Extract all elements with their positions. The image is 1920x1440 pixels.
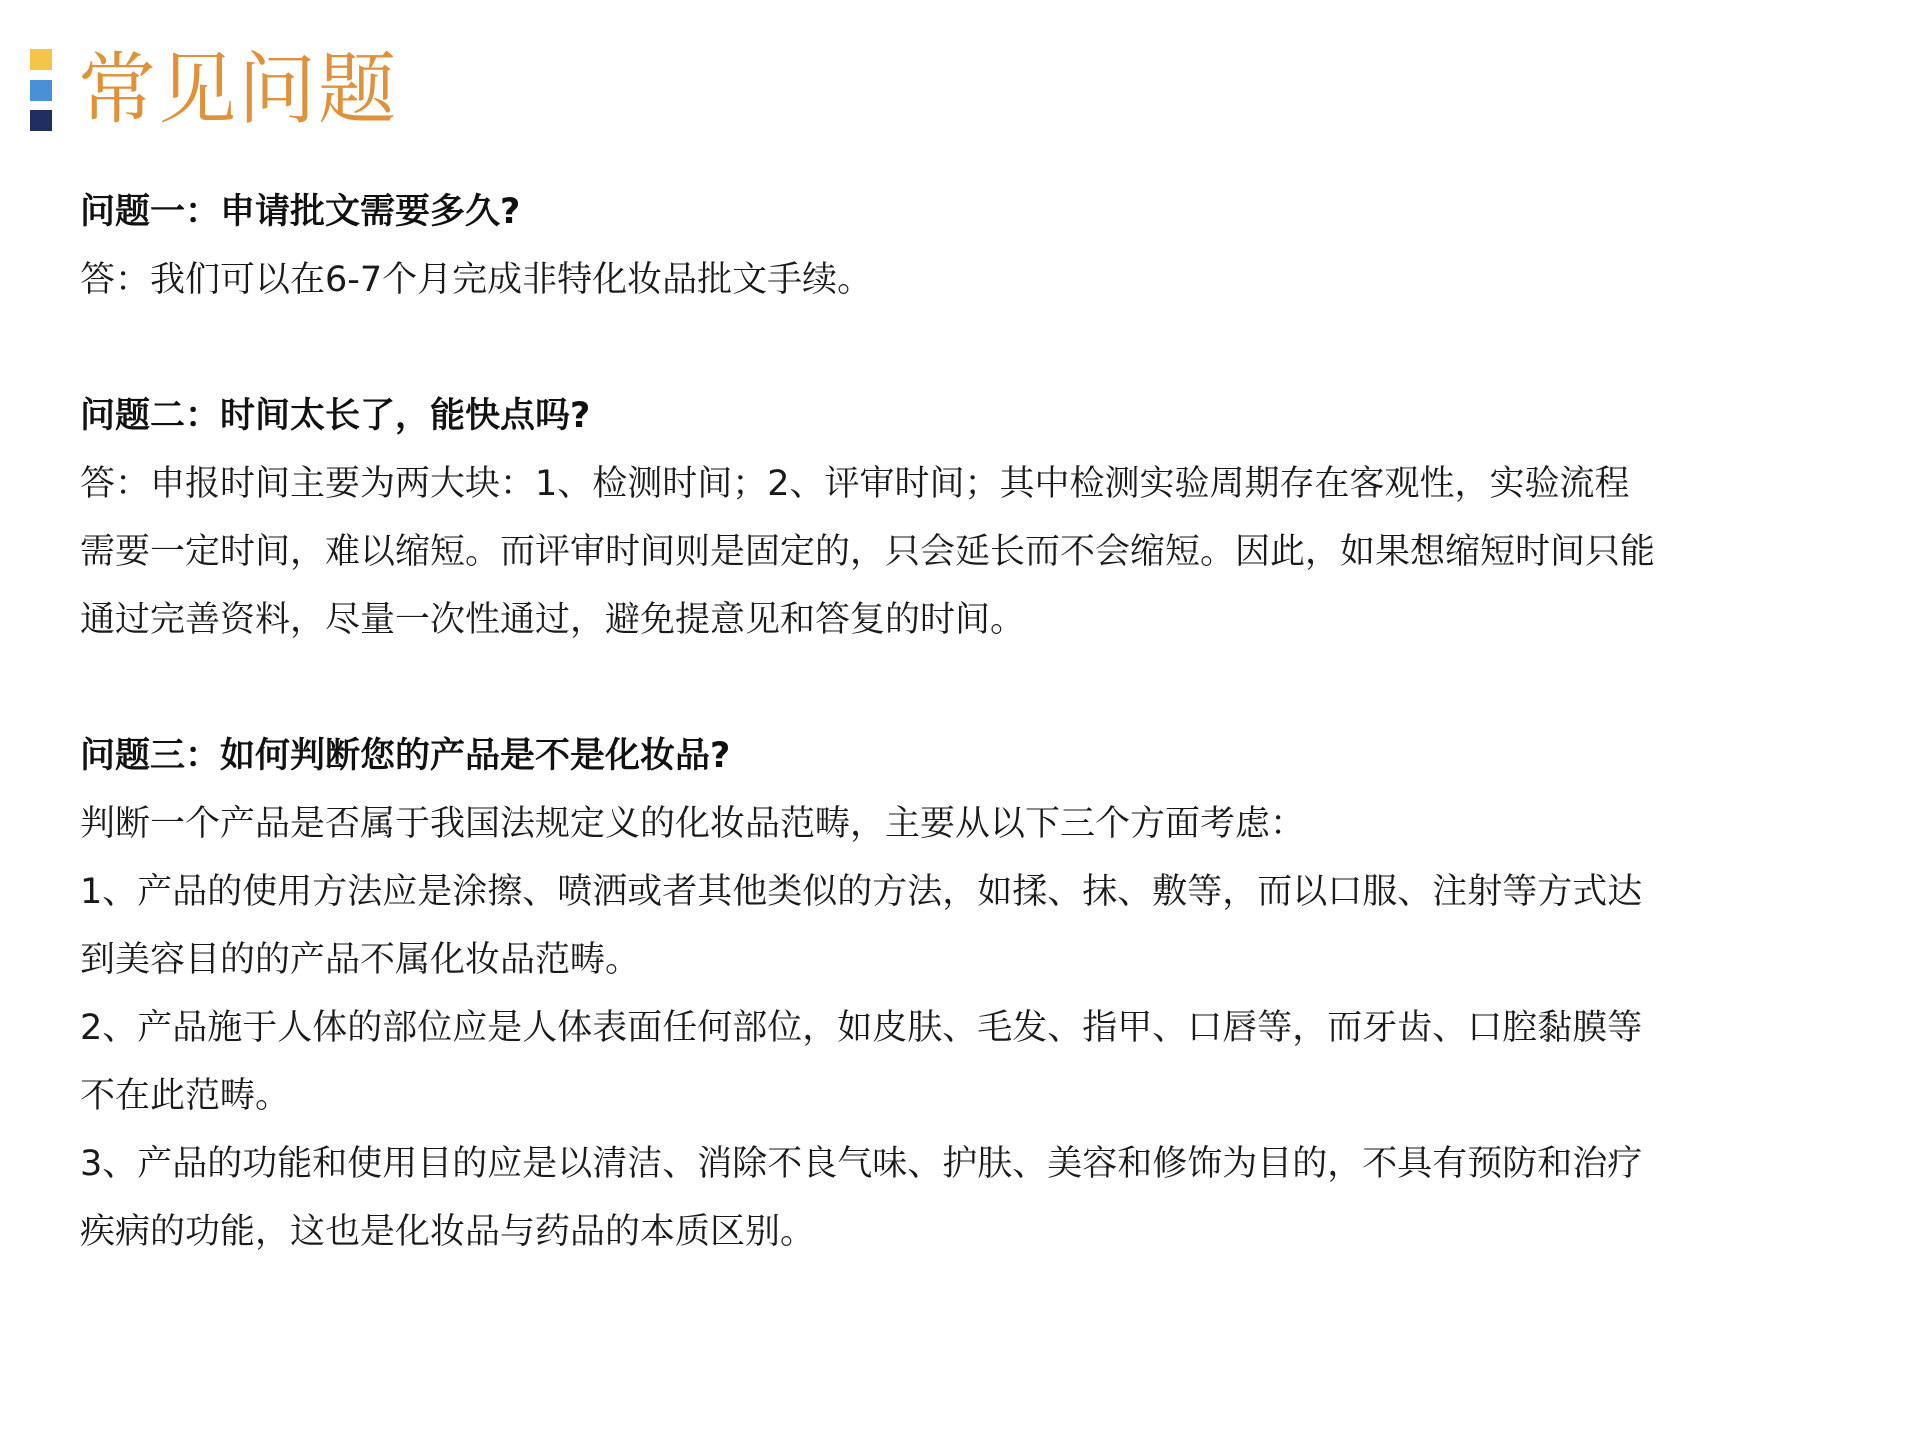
faq-question: 问题一：申请批文需要多久?: [80, 192, 521, 232]
faq-answer-line: 需要一定时间，难以缩短。而评审时间则是固定的，只会延长而不会缩短。因此，如果想缩短时间只能: [80, 532, 1656, 572]
faq-answer-line: 3、产品的功能和使用目的应是以清洁、消除不良气味、护肤、美容和修饰为目的，不具有预防和治疗: [80, 1144, 1643, 1184]
faq-item-1: [80, 178, 1840, 314]
marker-square-middle: [30, 80, 52, 101]
faq-answer-line: 判断一个产品是否属于我国法规定义的化妆品范畴，主要从以下三个方面考虑：: [80, 804, 1306, 844]
faq-answer-line: 疾病的功能，这也是化妆品与药品的本质区别。: [80, 1212, 816, 1252]
faq-item-2: [80, 382, 1840, 654]
faq-question: 问题二：时间太长了，能快点吗?: [80, 396, 591, 436]
faq-answer-line: 不在此范畴。: [80, 1076, 291, 1116]
faq-question: 问题三：如何判断您的产品是不是化妆品?: [80, 736, 731, 776]
faq-answer-line: 1、产品的使用方法应是涂擦、喷洒或者其他类似的方法，如揉、抹、敷等，而以口服、注射等方式达: [80, 872, 1643, 912]
faq-answer-line: 到美容目的的产品不属化妆品范畴。: [80, 940, 641, 980]
page-header: [30, 40, 398, 140]
marker-square-bottom: [30, 110, 52, 131]
title-marker-icon: [30, 49, 52, 131]
faq-list: [80, 178, 1840, 1334]
faq-answer-line: 答：申报时间主要为两大块：1、检测时间；2、评审时间；其中检测实验周期存在客观性，实验流程: [80, 464, 1630, 504]
marker-square-top: [30, 49, 52, 70]
faq-answer-line: 2、产品施于人体的部位应是人体表面任何部位，如皮肤、毛发、指甲、口唇等，而牙齿、口腔黏膜等: [80, 1008, 1643, 1048]
page-title: 常见问题: [78, 45, 399, 135]
faq-item-3: [80, 722, 1840, 1266]
faq-answer-line: 通过完善资料，尽量一次性通过，避免提意见和答复的时间。: [80, 600, 1026, 640]
faq-answer-line: 答：我们可以在6-7个月完成非特化妆品批文手续。: [80, 260, 873, 300]
